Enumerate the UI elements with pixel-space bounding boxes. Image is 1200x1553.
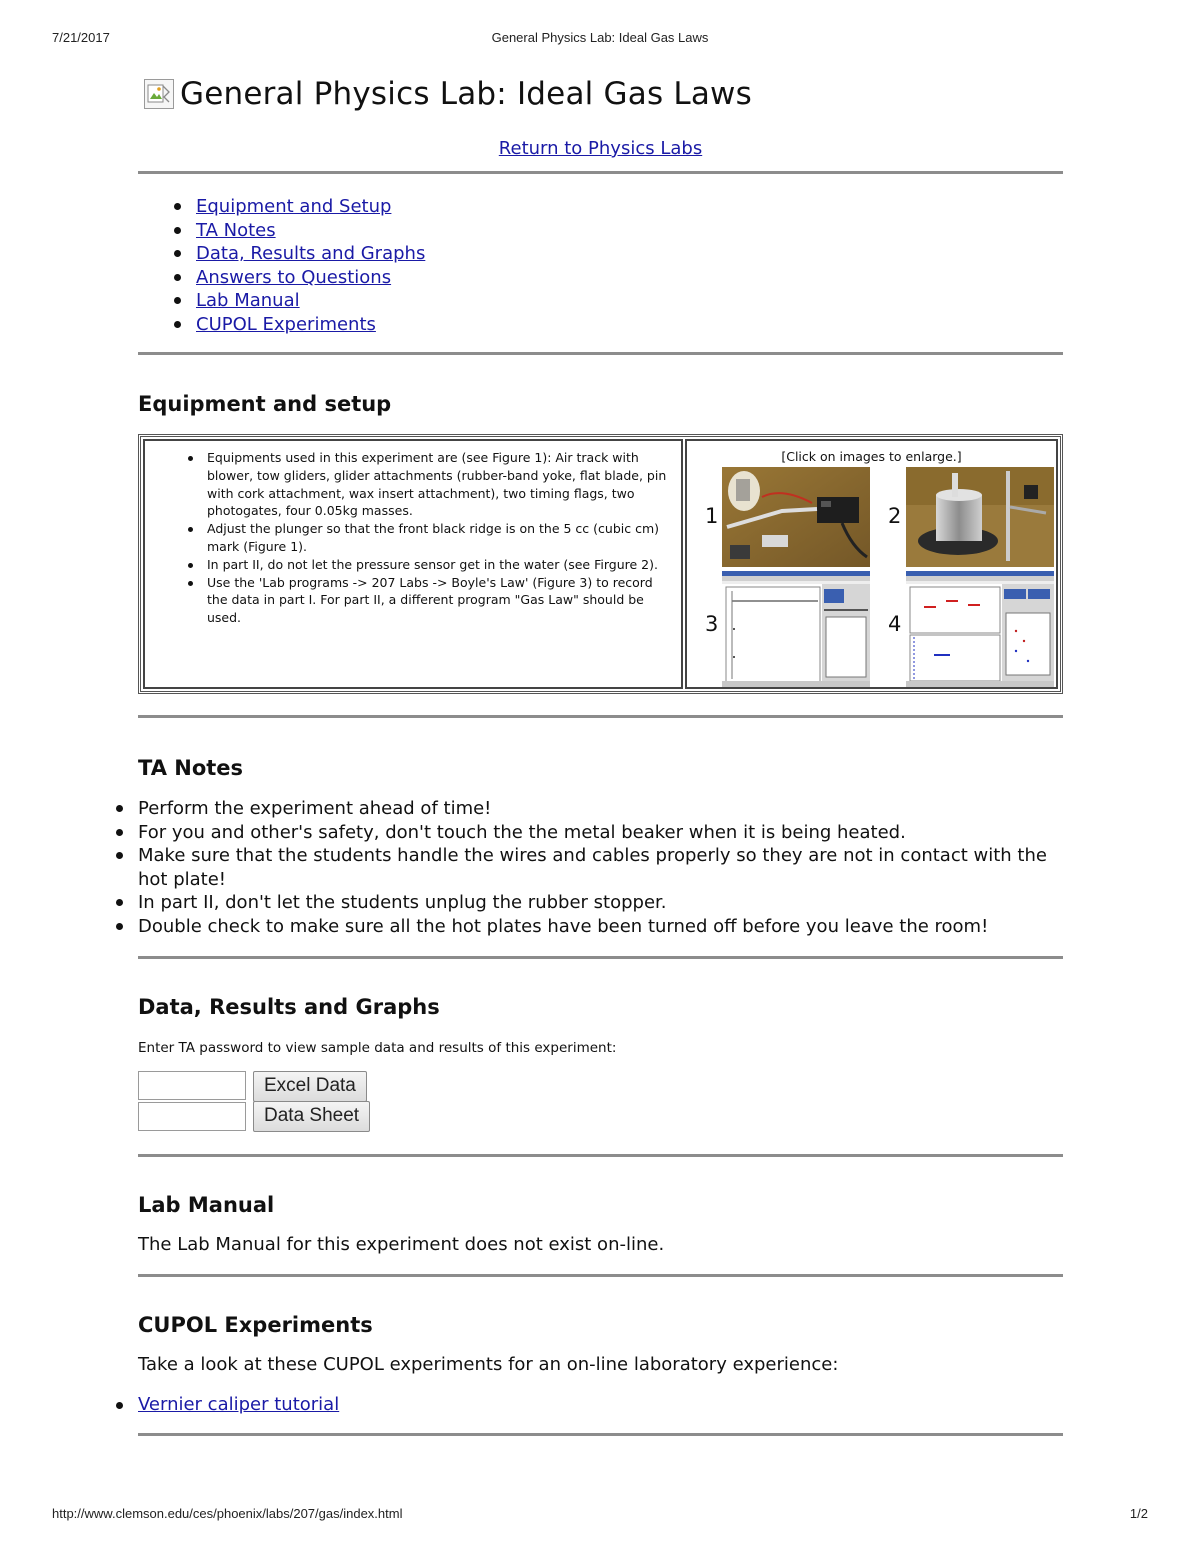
return-link-row (138, 138, 1063, 160)
equipment-heading: Equipment and setup (138, 392, 392, 416)
list-item: In part II, don't let the students unplug the rubber stopper. (138, 891, 1063, 915)
toc-link-ta-notes[interactable]: TA Notes (196, 219, 276, 241)
figure-number: 1 (705, 504, 719, 528)
toc-item (196, 313, 1063, 337)
figure-4-thumbnail[interactable] (906, 571, 1054, 687)
ta-notes-list (138, 797, 1063, 939)
print-header (52, 30, 1148, 50)
divider (138, 171, 1063, 174)
toc-link-answers[interactable]: Answers to Questions (196, 266, 392, 288)
list-item: Make sure that the students handle the wires and cables properly so they are not in contact with the hot plate! (138, 844, 1063, 891)
toc-item (196, 242, 1063, 266)
list-item: Equipments used in this experiment are (see Figure 1): Air track with blower, tow gliders, glider attachments (rubber-band yoke, flat blade, pin with cork attachment, wax insert attachment), two timing flags, two photogates, four 0.05kg masses. (207, 449, 673, 520)
print-date: 7/21/2017 (52, 30, 110, 45)
toc-item (196, 219, 1063, 243)
data-results-heading: Data, Results and Graphs (138, 994, 440, 1019)
figure-grid (687, 465, 1056, 687)
figure-3-screenshot (722, 571, 870, 687)
password-instructions: Enter TA password to view sample data and results of this experiment: (138, 1039, 617, 1056)
page-title (138, 70, 1063, 118)
divider (138, 715, 1063, 718)
cupol-list (138, 1393, 1063, 1417)
cupol-heading: CUPOL Experiments (138, 1312, 373, 1337)
figure-1-photo (722, 467, 870, 567)
equipment-table (138, 434, 1063, 694)
list-item (138, 1393, 1063, 1417)
list-item: Adjust the plunger so that the front black ridge is on the 5 cc (cubic cm) mark (Figure 1). (207, 520, 673, 556)
figure-3-thumbnail[interactable] (722, 571, 870, 687)
toc-link-cupol[interactable]: CUPOL Experiments (196, 313, 376, 335)
print-footer (52, 1506, 1148, 1526)
main-content (138, 70, 1063, 1436)
list-item: For you and other's safety, don't touch the the metal beaker when it is being heated. (138, 821, 1063, 845)
return-to-labs-link[interactable]: Return to Physics Labs (498, 138, 703, 159)
ta-notes-heading: TA Notes (138, 756, 244, 780)
divider (138, 956, 1063, 959)
password-form (138, 1070, 1063, 1134)
toc-link-equipment[interactable]: Equipment and Setup (196, 196, 392, 217)
figures-cell (685, 439, 1058, 689)
print-page-number: 1/2 (1129, 1506, 1148, 1521)
table-of-contents (138, 195, 1063, 336)
divider (138, 1154, 1063, 1157)
figure-2-thumbnail[interactable] (906, 467, 1054, 567)
excel-password-input[interactable] (138, 1071, 246, 1100)
cupol-text: Take a look at these CUPOL experiments for an on-line laboratory experience: (138, 1353, 839, 1375)
divider (138, 1274, 1063, 1277)
toc-link-data-results[interactable]: Data, Results and Graphs (196, 243, 426, 264)
broken-image-icon (144, 79, 174, 109)
toc-link-lab-manual[interactable]: Lab Manual (196, 290, 300, 311)
list-item: In part II, do not let the pressure sensor get in the water (see Firgure 2). (207, 556, 673, 574)
figure-caption: [Click on images to enlarge.] (781, 449, 962, 464)
figure-1-thumbnail[interactable] (722, 467, 870, 567)
figure-number: 3 (705, 612, 719, 636)
figure-number: 2 (888, 504, 902, 528)
data-sheet-button[interactable]: Data Sheet (253, 1101, 370, 1132)
figure-2-photo (906, 467, 1054, 567)
excel-data-button[interactable]: Excel Data (253, 1071, 367, 1102)
toc-item (196, 266, 1063, 290)
list-item: Perform the experiment ahead of time! (138, 797, 1063, 821)
lab-manual-text: The Lab Manual for this experiment does not exist on-line. (138, 1233, 665, 1255)
print-url: http://www.clemson.edu/ces/phoenix/labs/207/gas/index.html (52, 1506, 403, 1521)
figure-number: 4 (888, 612, 902, 636)
toc-item (196, 195, 1063, 219)
figure-4-screenshot (906, 571, 1054, 687)
toc-item (196, 289, 1063, 313)
vernier-caliper-link[interactable]: Vernier caliper tutorial (138, 1393, 340, 1415)
equipment-list (207, 449, 673, 627)
print-doc-title: General Physics Lab: Ideal Gas Laws (491, 30, 709, 45)
list-item: Use the 'Lab programs -> 207 Labs -> Boyle's Law' (Figure 3) to record the data in part I. For part II, a different program "Gas Law" should be used. (207, 574, 673, 627)
sheet-password-input[interactable] (138, 1102, 246, 1131)
divider (138, 352, 1063, 355)
divider (138, 1433, 1063, 1436)
equipment-text-cell (143, 439, 683, 689)
lab-manual-heading: Lab Manual (138, 1192, 275, 1217)
page-title-text: General Physics Lab: Ideal Gas Laws (180, 76, 752, 112)
list-item: Double check to make sure all the hot plates have been turned off before you leave the room! (138, 915, 1063, 939)
